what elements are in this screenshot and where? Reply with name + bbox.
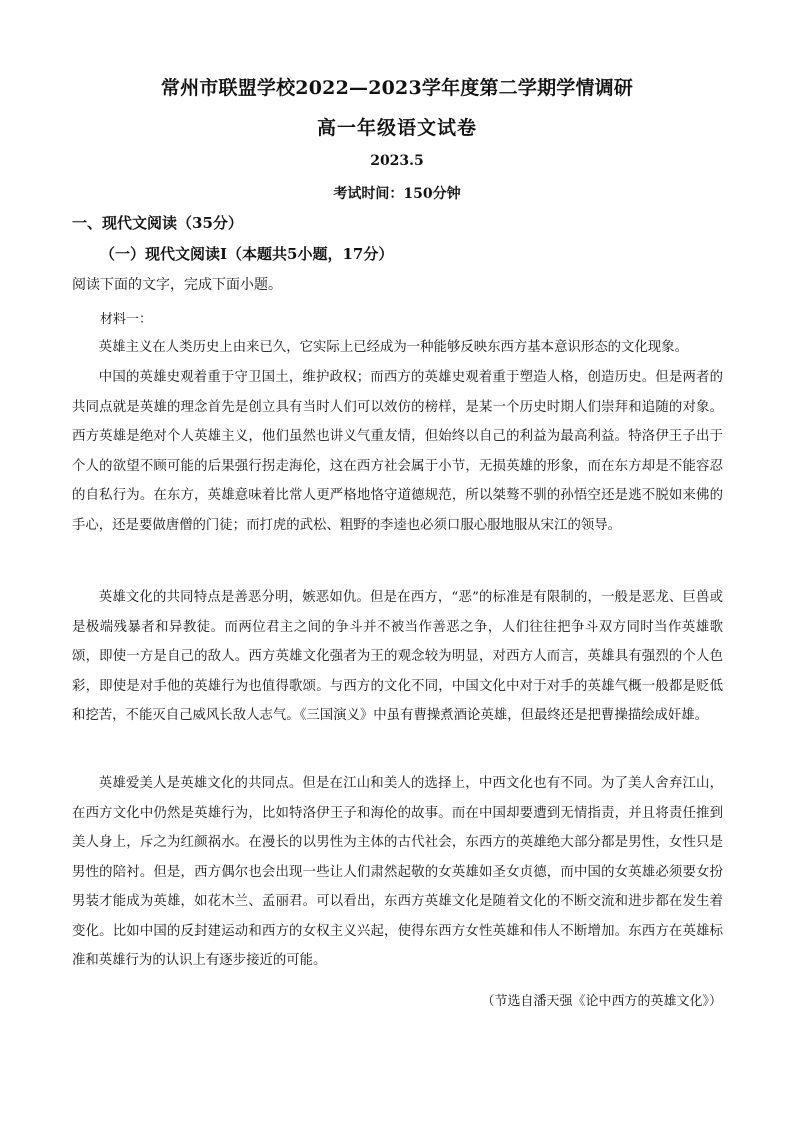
- exam-title: 常州市联盟学校2022—2023学年度第二学期学情调研: [160, 77, 634, 99]
- material-paragraph-1: 英雄主义在人类历史上由来已久，它实际上已经成为一种能够反映东西方基本意识形态的文化现象。: [98, 340, 688, 355]
- exam-time: 考试时间：150分钟: [333, 186, 461, 202]
- reading-instruction: 阅读下面的文字，完成下面小题。: [72, 277, 282, 293]
- subsection-heading: （一）现代文阅读Ⅰ（本题共5小题，17分）: [100, 245, 394, 263]
- section-heading: 一、现代文阅读（35分）: [72, 214, 243, 232]
- material-paragraph-2: 中国的英雄史观着重于守卫国土，维护政权；而西方的英雄史观着重于塑造人格，创造历史。但是两者的共同点就是英雄的理念首先是创立具有当时人们可以效仿的榜样，是某一个历史时期人们崇拜和追随的对象。西方英雄是绝对个人英雄主义，他们虽然也讲义气重友情，但始终以自己的利益为最高利益。特洛伊王子出于个人的欲望不顾可能的后果强行拐走海伦，这在西方社会属于小节，无损英雄的形象，而在东方却是不能容忍的自私行为。在东方，英雄意味着比常人更严格地恪守道德规范，所以桀骜不驯的孙悟空还是逃不脱如来佛的手心，还是要做唐僧的门徒；而打虎的武松、粗野的李逵也必须口服心服地服从宋江的领导。: [72, 370, 723, 533]
- material-label: 材料一：: [100, 312, 153, 327]
- exam-date: 2023.5: [370, 153, 424, 169]
- material-source: （节选自潘天强《论中西方的英雄文化》）: [481, 994, 722, 1009]
- material-paragraph-4: 英雄爱美人是英雄文化的共同点。但是在江山和美人的选择上，中西文化也有不同。为了美人舍弃江山，在西方文化中仍然是英雄行为，比如特洛伊王子和海伦的故事。而在中国却要遭到无情指责，并且将责任推到美人身上，斥之为红颜祸水。在漫长的以男性为主体的古代社会，东西方的英雄绝大部分都是男性，女性只是男性的陪衬。但是，西方偶尔也会出现一些让人们肃然起敬的女英雄如圣女贞德，而中国的女英雄必须要女扮男装才能成为英雄，如花木兰、孟丽君。可以看出，东西方英雄文化是随着文化的不断交流和进步都在发生着变化。比如中国的反封建运动和西方的女权主义兴起，使得东西方女性英雄和伟人不断增加。东西方在英雄标准和英雄行为的认识上有逐步接近的可能。: [72, 776, 723, 968]
- exam-subtitle: 高一年级语文试卷: [316, 117, 477, 139]
- material-paragraph-3: 英雄文化的共同特点是善恶分明，嫉恶如仇。但是在西方，“恶”的标准是有限制的，一般是恶龙、巨兽或是极端残暴者和异教徒。而两位君主之间的争斗并不被当作善恶之争，人们往往把争斗双方同时当作英雄歌颂，即使一方是自己的敌人。西方英雄文化强者为王的观念较为明显，对西方人而言，英雄具有强烈的个人色彩，即使是对手他的英雄行为也值得歌颂。与西方的文化不同，中国文化中对于对手的英雄气概一般都是贬低和挖苦，不能灭自己威风长敌人志气。《三国演义》中虽有曹操煮酒论英雄，但最终还是把曹操描绘成奸雄。: [72, 590, 723, 723]
